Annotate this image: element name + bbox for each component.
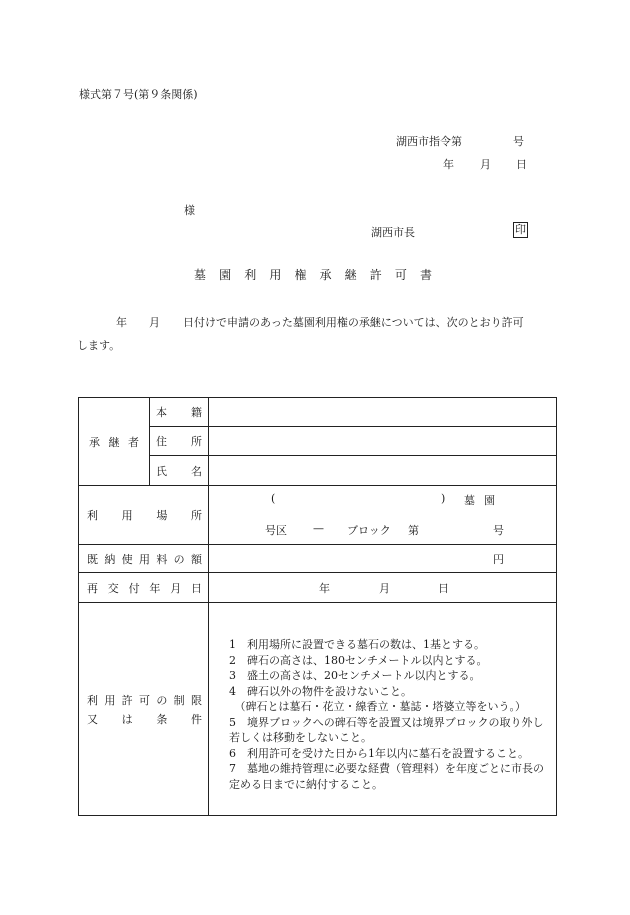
date-day: 日: [516, 158, 527, 171]
conditions-list: [209, 637, 556, 792]
condition-item: 5 境界ブロックへの碑石等を設置又は境界ブロックの取り外し若しくは移動をしないこと。: [229, 715, 544, 744]
date-month: 月: [480, 158, 491, 171]
permit-table: [78, 397, 557, 816]
address-label: 住 所: [150, 427, 209, 456]
condition-item: 3 盛土の高さは、20センチメートル以内とする。: [229, 669, 481, 682]
fee-value: 円: [209, 545, 557, 573]
body-line1: 日付けで申請のあった墓園利用権の承継については、次のとおり許可: [183, 316, 524, 329]
name-label: 氏 名: [150, 456, 209, 486]
name-value: [209, 456, 557, 486]
body-month: 月: [149, 316, 160, 329]
domicile-value: [209, 398, 557, 427]
condition-item: 6 利用許可を受けた日から1年以内に墓石を設置すること。: [229, 746, 529, 760]
body-year: 年: [116, 316, 127, 329]
addressee-honorific: 様: [184, 204, 195, 217]
reissue-label: 再 交 付 年 月 日: [79, 573, 209, 603]
successor-label: 承 継 者: [79, 398, 150, 486]
address-value: [209, 427, 557, 456]
condition-item: 1 利用場所に設置できる墓石の数は、1基とする。: [229, 638, 485, 651]
condition-item: 7 墓地の維持管理に必要な経費（管理料）を年度ごとに市長の定める日までに納付すること。: [229, 762, 544, 791]
form-number: 様式第７号(第９条関係): [79, 88, 198, 101]
reissue-value: 年 月 日: [209, 573, 557, 603]
domicile-label: 本 籍: [150, 398, 209, 427]
condition-item: 2 碑石の高さは、180センチメートル以内とする。: [229, 653, 488, 667]
condition-item: 4 碑石以外の物件を設けないこと。: [229, 684, 412, 698]
issuer-title: 湖西市長: [371, 226, 415, 239]
conditions-value: [209, 603, 557, 816]
conditions-label: 利 用 許 可 の 制 限 又 は 条 件: [79, 603, 209, 816]
directive-suffix: 号: [513, 135, 524, 148]
directive-prefix: 湖西市指令第: [396, 135, 462, 148]
body-line2: します。: [77, 339, 121, 352]
location-label: 利 用 場 所: [79, 486, 209, 545]
fee-label: 既 納 使 用 料 の 額: [79, 545, 209, 573]
document-title: 墓 園 利 用 権 承 継 許 可 書: [194, 268, 432, 282]
location-value: ( ) 墓 園 号区 — ブロック 第 号: [209, 486, 557, 545]
condition-item: （碑石とは墓石・花立・線香立・墓誌・塔婆立等をいう。）: [229, 700, 526, 713]
seal-stamp: 印: [515, 223, 526, 236]
date-year: 年: [443, 158, 454, 171]
